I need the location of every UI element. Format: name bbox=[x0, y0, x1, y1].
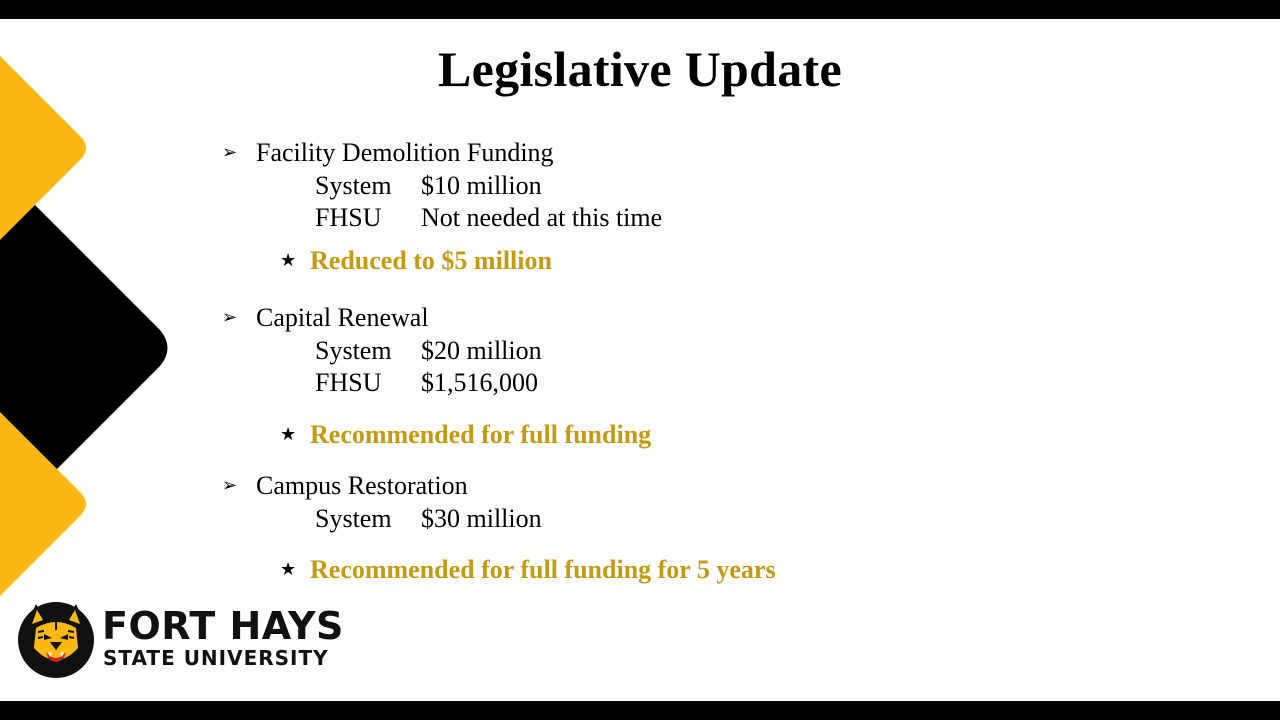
funding-row bbox=[315, 203, 662, 233]
star-icon: ★ bbox=[280, 559, 297, 580]
slide-title: Legislative Update bbox=[438, 41, 842, 97]
section-heading bbox=[222, 303, 429, 333]
note-text: Recommended for full funding for 5 years bbox=[310, 555, 776, 584]
row-value: $30 million bbox=[421, 504, 542, 533]
row-label: FHSU bbox=[315, 203, 382, 232]
status-note bbox=[280, 420, 651, 450]
heading-text: Capital Renewal bbox=[256, 303, 429, 332]
row-label: FHSU bbox=[315, 368, 382, 397]
tiger-mascot-icon bbox=[14, 598, 98, 682]
note-text: Recommended for full funding bbox=[310, 420, 652, 449]
star-icon: ★ bbox=[280, 424, 297, 445]
row-value: $20 million bbox=[421, 336, 542, 365]
bottom-black-bar bbox=[0, 701, 1280, 720]
arrowhead-bullet-icon: ➢ bbox=[222, 142, 238, 163]
row-value: Not needed at this time bbox=[421, 203, 663, 232]
arrowhead-bullet-icon: ➢ bbox=[222, 475, 238, 496]
funding-row bbox=[315, 504, 542, 534]
funding-row bbox=[315, 171, 542, 201]
logo-wordmark-line2: STATE UNIVERSITY bbox=[103, 646, 329, 670]
status-note bbox=[280, 246, 552, 276]
fhsu-logo bbox=[14, 598, 354, 684]
section-heading bbox=[222, 471, 468, 501]
logo-wordmark-line1: FORT HAYS bbox=[102, 604, 344, 648]
row-value: $1,516,000 bbox=[421, 368, 538, 397]
row-label: System bbox=[315, 504, 392, 533]
row-label: System bbox=[315, 336, 392, 365]
heading-text: Campus Restoration bbox=[256, 471, 468, 500]
row-value: $10 million bbox=[421, 171, 542, 200]
star-icon: ★ bbox=[280, 250, 297, 271]
note-text: Reduced to $5 million bbox=[310, 246, 552, 275]
section-heading bbox=[222, 138, 554, 168]
row-label: System bbox=[315, 171, 392, 200]
heading-text: Facility Demolition Funding bbox=[256, 138, 554, 167]
funding-row bbox=[315, 336, 542, 366]
status-note bbox=[280, 555, 776, 585]
funding-row bbox=[315, 368, 538, 398]
arrowhead-bullet-icon: ➢ bbox=[222, 307, 238, 328]
